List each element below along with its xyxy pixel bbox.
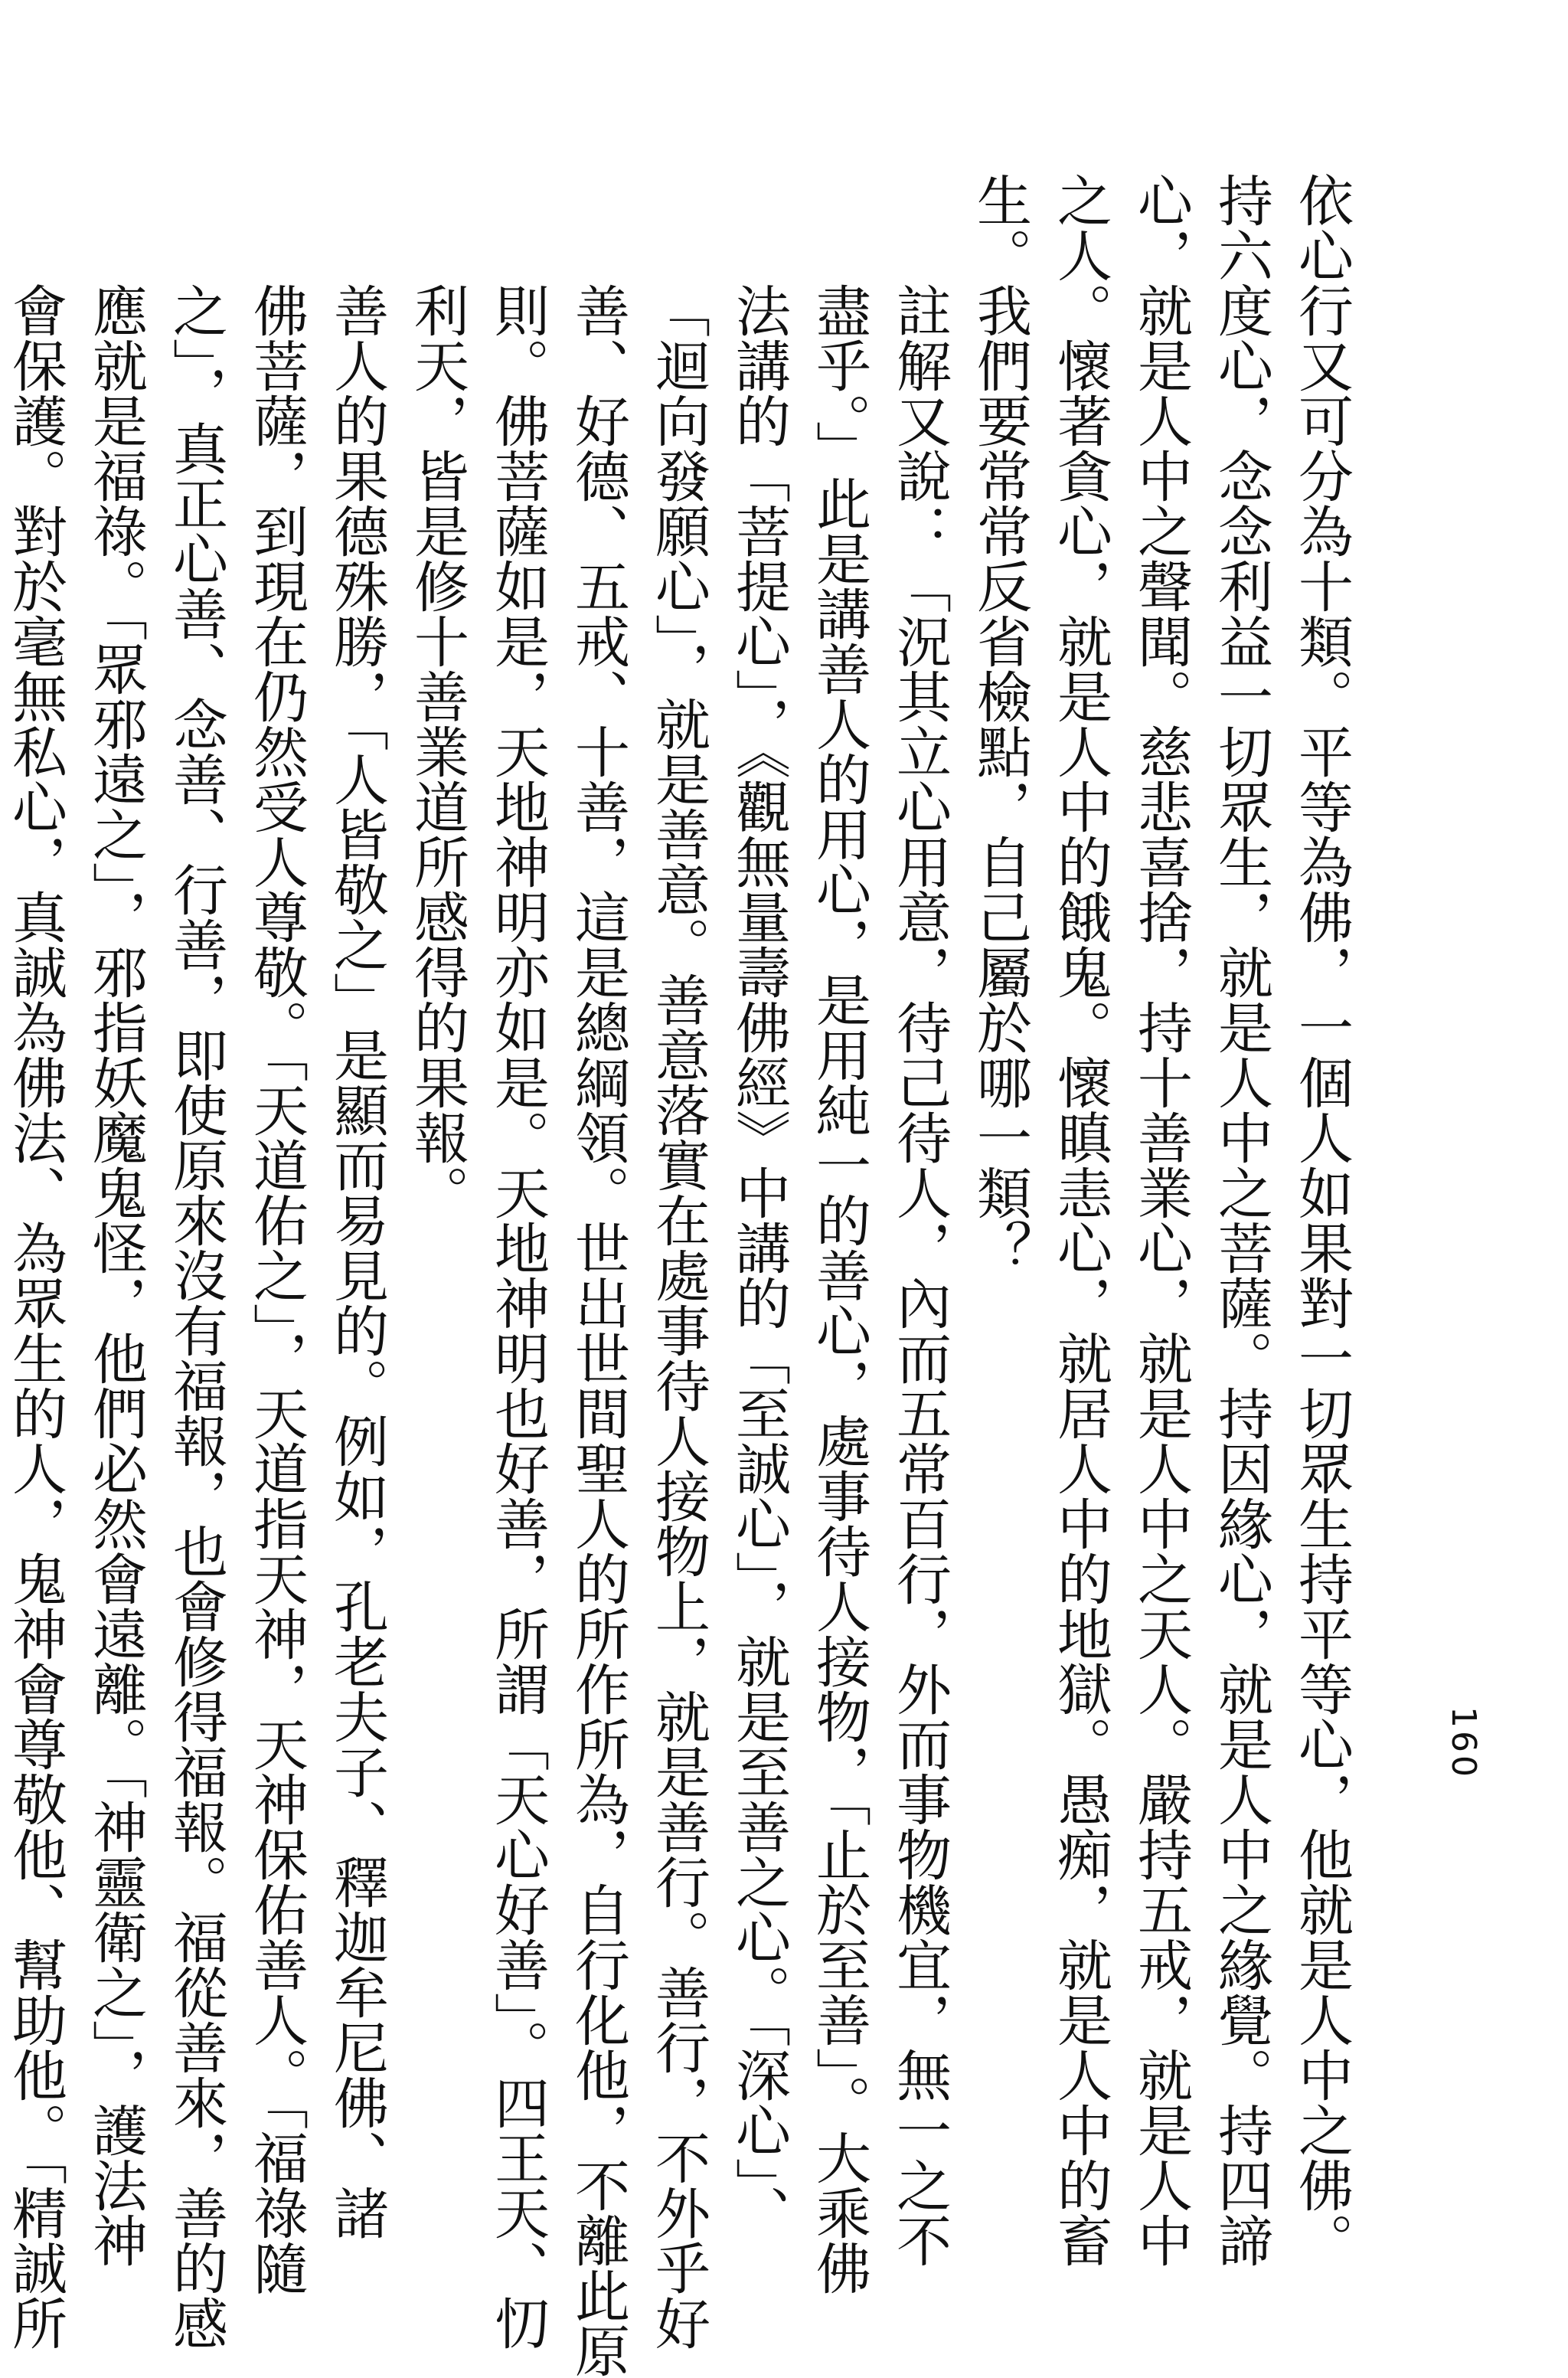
text-line: 則。佛菩薩如是，天地神明亦如是。天地神明也好善，所謂「天心好善」。四王天、忉 [485,283,550,2350]
paragraph-3 [0,172,397,2350]
text-line: 「迴向發願心」，就是善意。善意落實在處事待人接物上，就是善行。善行，不外乎好 [646,283,710,2350]
text-line: 註解又說：「況其立心用意，待己待人，內而五常百行，外而事物機宜，無一之不 [887,283,952,2268]
text-line: 盡乎。」此是講善人的用心，是用純一的善心，處事待人接物，「止於至善」。大乘佛 [807,283,871,2295]
text-line: 善、好德、五戒、十善，這是總綱領。世出世間聖人的所作所為，自行化他，不離此原 [566,283,630,2378]
text-line: 之人。懷著貪心，就是人中的餓鬼。懷瞋恚心，就居人中的地獄。愚痴，就是人中的畜 [1048,172,1112,2268]
text-line: 心，就是人中之聲聞。慈悲喜捨，持十善業心，就是人中之天人。嚴持五戒，就是人中 [1129,172,1193,2268]
text-line: 應就是福祿。「眾邪遠之」，邪指妖魔鬼怪，他們必然會遠離。「神靈衛之」，護法神 [83,283,148,2268]
paragraph-2 [397,172,959,2378]
body-text [0,172,1361,2378]
text-line: 法講的「菩提心」，《觀無量壽佛經》中講的「至誠心」，就是至善之心。「深心」、 [727,283,791,2240]
paragraph-1 [959,172,1361,2268]
text-line: 生。我們要常常反省檢點，自己屬於哪一類？ [968,172,1032,1275]
text-line: 之」，真正心善、念善、行善，即使原來沒有福報，也會修得福報。福從善來，善的感 [164,283,228,2350]
text-line: 善人的果德殊勝，「人皆敬之」是顯而易見的。例如，孔老夫子、釋迦牟尼佛、諸 [325,283,389,2240]
text-line: 依心行又可分為十類。平等為佛，一個人如果對一切眾生持平等心，他就是人中之佛。 [1289,172,1354,2268]
text-line: 佛菩薩，到現在仍然受人尊敬。「天道佑之」，天道指天神，天神保佑善人。「福祿隨 [244,283,309,2295]
text-line: 會保護。對於毫無私心，真誠為佛法、為眾生的人，鬼神會尊敬他、幫助他。「精誠所 [3,283,67,2350]
text-line: 利天，皆是修十善業道所感得的果報。 [405,283,469,1220]
page-number: 160 [1444,1706,1483,1780]
text-line: 持六度心，念念利益一切眾生，就是人中之菩薩。持因緣心，就是人中之緣覺。持四諦 [1209,172,1273,2268]
